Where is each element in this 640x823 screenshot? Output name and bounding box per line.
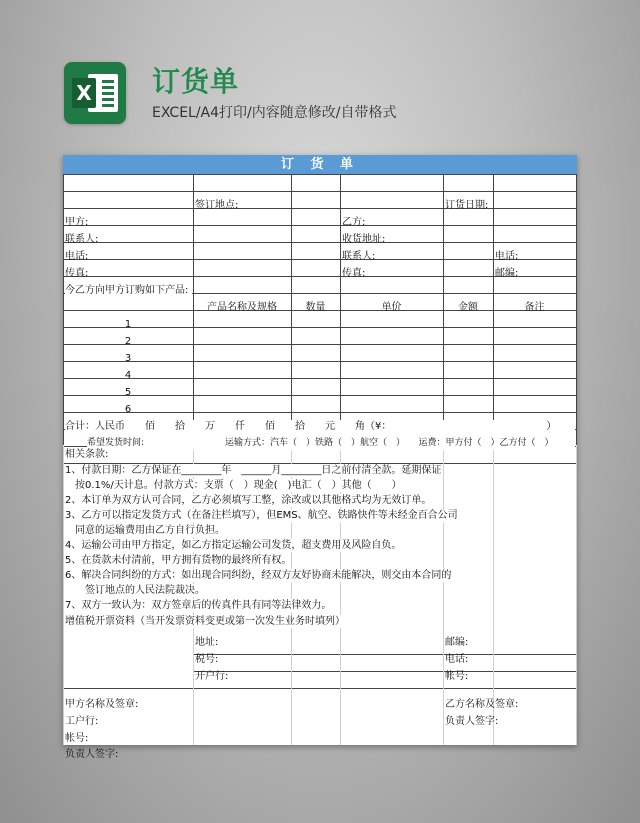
sign-place-label: 签订地点: <box>195 200 239 211</box>
term-line: 按0.1%/天计息。付款方式：支票（ ）现金( )电汇（ ）其他（ ） <box>65 480 402 491</box>
invoice-address-label: 地址: <box>195 637 219 648</box>
shipping-line: 希望发货时间: 运输方式：汽车（ ）铁路（ ）航空（ ） 运费：甲方付（ ）乙方付（ ） <box>87 437 575 450</box>
col-amount: 金额 <box>458 302 478 313</box>
terms-title: 相关条款: <box>65 449 109 460</box>
col-remarks: 备注 <box>524 302 545 313</box>
phone-b-label: 电话: <box>495 251 519 262</box>
phone-a-label: 电话: <box>65 251 89 262</box>
account-label: 帐号: <box>445 671 469 682</box>
contact-label: 联系人: <box>65 234 99 245</box>
total-line: 合计：人民币 佰 拾 万 仟 佰 拾 元 角（¥： ） <box>65 420 575 433</box>
col-unit-price: 单价 <box>381 302 402 313</box>
item-row-number: 3 <box>124 353 132 364</box>
item-row-number: 6 <box>124 404 132 415</box>
term-line: 2、本订单为双方认可合同，乙方必须填写工整，涂改或以其他格式均为无效订单。 <box>65 495 432 506</box>
excel-icon <box>64 62 126 124</box>
order-form-sheet <box>63 155 577 760</box>
postcode-label: 邮编: <box>495 268 519 279</box>
contact-b-label: 联系人: <box>342 251 376 262</box>
order-date-label: 订货日期: <box>445 200 489 211</box>
excel-x-letter: X <box>72 78 96 108</box>
item-row-number: 4 <box>124 370 132 381</box>
fax-b-label: 传真: <box>342 268 366 279</box>
bank-label: 开户行: <box>195 671 229 682</box>
term-line: 7、双方一致认为：双方签章后的传真件具有同等法律效力。 <box>65 600 332 611</box>
term-line: 签订地点的人民法院裁决。 <box>65 585 205 596</box>
term-line: 3、乙方可以指定发货方式（在备注栏填写），但EMS、航空、铁路快件等未经金百合公司 <box>65 510 458 521</box>
term-line: 6、解决合同纠纷的方式：如出现合同纠纷，经双方友好协商未能解决，则交由本合同的 <box>65 570 452 581</box>
party-b-signature-label: 乙方名称及签章: <box>445 699 519 710</box>
col-quantity: 数量 <box>305 302 326 313</box>
item-row-number: 2 <box>124 336 132 347</box>
page-header <box>64 58 624 128</box>
form-grid <box>63 174 577 760</box>
fax-a-label: 传真: <box>65 268 89 279</box>
term-line: 同意的运输费用由乙方自行负担。 <box>65 525 225 536</box>
invoice-postcode-label: 邮编: <box>445 637 469 648</box>
receive-address-label: 收货地址: <box>342 234 386 245</box>
party-a-person-label: 负责人签字: <box>65 749 119 760</box>
term-line: 4、运输公司由甲方指定，如乙方指定运输公司发货，超支费用及风险自负。 <box>65 540 402 551</box>
page-title: 订货单 <box>152 65 240 98</box>
party-a-bank-label: 工户行: <box>65 716 99 727</box>
party-a-account-label: 帐号: <box>65 733 89 744</box>
order-intro: 今乙方向甲方订购如下产品: <box>65 284 192 297</box>
form-title: 订 货 单 <box>63 155 577 174</box>
item-row-number: 5 <box>124 387 132 398</box>
page-subtitle: EXCEL/A4打印/内容随意修改/自带格式 <box>152 105 397 121</box>
party-a-label: 甲方: <box>65 217 89 228</box>
party-b-person-label: 负责人签字: <box>445 716 499 727</box>
party-b-label: 乙方: <box>342 217 366 228</box>
term-line: 5、在货款未付清前，甲方拥有货物的最终所有权。 <box>65 555 292 566</box>
invoice-title: 增值税开票资料（当开发票资料变更或第一次发生业务时填列） <box>65 616 345 627</box>
term-line: 1、付款日期：乙方保证在________年 ______月________日之前付清全款。延期保证 <box>65 465 442 476</box>
item-row-number: 1 <box>124 319 132 330</box>
party-a-signature-label: 甲方名称及签章: <box>65 699 139 710</box>
tax-number-label: 税号: <box>195 654 219 665</box>
invoice-phone-label: 电话: <box>445 654 469 665</box>
col-product: 产品名称及规格 <box>207 302 277 313</box>
